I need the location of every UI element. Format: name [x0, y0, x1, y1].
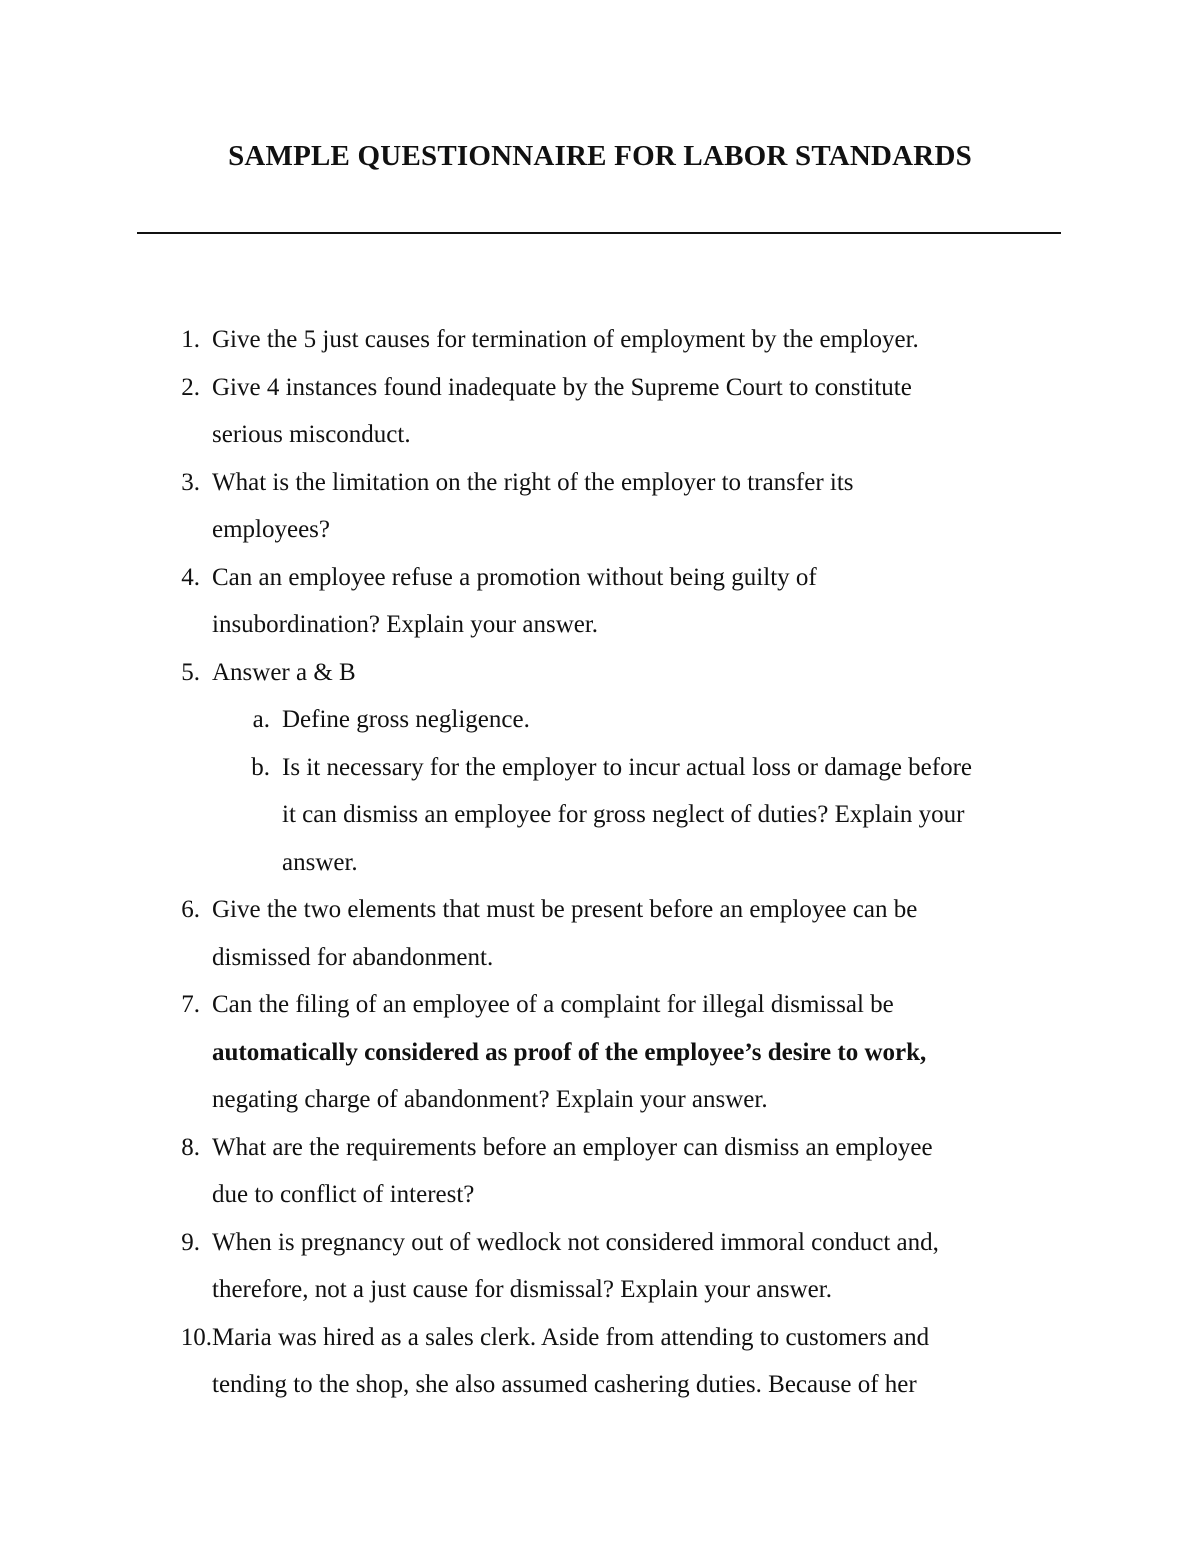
question-text: Can an employee refuse a promotion without being guilty of [212, 563, 817, 591]
document-title: SAMPLE QUESTIONNAIRE FOR LABOR STANDARDS [228, 140, 972, 172]
question-2 [0, 364, 1200, 459]
subquestion-text: Define gross negligence. [282, 706, 530, 733]
question-number: 7. [181, 991, 200, 1018]
question-text: therefore, not a just cause for dismissal? Explain your answer. [212, 1276, 832, 1303]
question-number: 5. [181, 658, 200, 686]
question-4 [0, 554, 1200, 649]
question-10 [0, 1314, 1200, 1409]
question-number: 9. [181, 1228, 200, 1256]
question-text: What is the limitation on the right of the employer to transfer its [212, 468, 854, 496]
subquestion-text: it can dismiss an employee for gross neglect of duties? Explain your [282, 801, 965, 828]
question-text: negating charge of abandonment? Explain your answer. [212, 1086, 768, 1113]
question-number: 2. [181, 373, 200, 401]
question-1 [0, 316, 1200, 364]
question-3 [0, 459, 1200, 554]
subquestion-text: answer. [282, 848, 358, 876]
question-text: When is pregnancy out of wedlock not considered immoral conduct and, [212, 1228, 939, 1256]
question-5 [0, 649, 1200, 697]
question-number: 6. [181, 896, 200, 923]
question-number: 10. [180, 1323, 212, 1351]
question-8 [0, 1124, 1200, 1219]
question-number: 1. [181, 326, 200, 353]
question-text: Give the 5 just causes for termination of employment by the employer. [212, 326, 919, 353]
question-text: serious misconduct. [212, 421, 411, 448]
question-number: 4. [181, 563, 200, 591]
question-number: 3. [181, 468, 200, 496]
subquestion-letter: b. [251, 753, 270, 781]
question-text: Give the two elements that must be present before an employee can be [212, 896, 918, 923]
question-text: employees? [212, 516, 331, 543]
subquestion-text: Is it necessary for the employer to incur actual loss or damage before [282, 753, 973, 781]
question-text: Can the filing of an employee of a complaint for illegal dismissal be [212, 991, 894, 1018]
question-list [0, 316, 1200, 1409]
question-7 [0, 981, 1200, 1124]
question-text: Maria was hired as a sales clerk. Aside from attending to customers and [212, 1323, 930, 1351]
question-9 [0, 1219, 1200, 1314]
subquestion-5b [0, 744, 1200, 887]
question-text: Give 4 instances found inadequate by the Supreme Court to constitute [212, 373, 912, 401]
question-6 [0, 886, 1200, 981]
subquestion-letter: a. [252, 706, 270, 733]
question-text: dismissed for abandonment. [212, 943, 494, 971]
question-text: tending to the shop, she also assumed cashering duties. Because of her [212, 1371, 917, 1398]
question-text: due to conflict of interest? [212, 1181, 475, 1208]
question-text: automatically considered as proof of the employee’s desire to work, [212, 1038, 927, 1066]
question-text: insubordination? Explain your answer. [212, 611, 599, 638]
subquestion-5a [0, 696, 1200, 744]
question-text: Answer a & B [212, 658, 356, 686]
question-number: 8. [181, 1133, 200, 1161]
title-divider [137, 232, 1061, 234]
question-text: What are the requirements before an employer can dismiss an employee [212, 1133, 933, 1161]
